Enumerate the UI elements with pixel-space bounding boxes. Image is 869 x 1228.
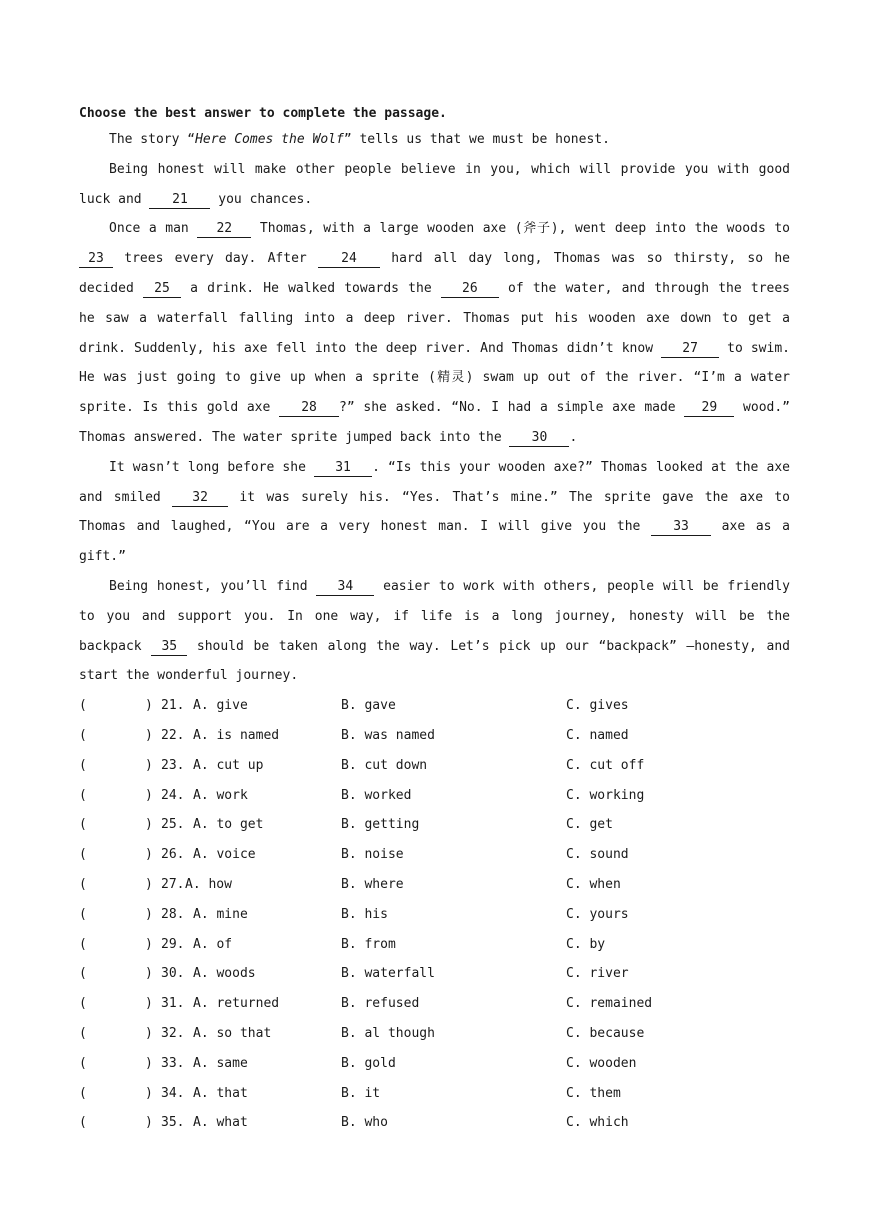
option-b[interactable]: B. his xyxy=(341,906,388,922)
blank-35[interactable]: 35 xyxy=(151,639,187,656)
question-row xyxy=(79,1108,790,1138)
question-row xyxy=(79,1019,790,1049)
option-c[interactable]: C. which xyxy=(566,1115,629,1131)
question-number: 26. xyxy=(161,847,185,863)
option-c[interactable]: C. remained xyxy=(566,996,653,1012)
answer-paren-right: ) xyxy=(145,1085,153,1101)
answer-paren-right: ) xyxy=(145,787,153,803)
answer-paren-right: ) xyxy=(145,1055,153,1071)
passage-paragraph-2 xyxy=(79,155,790,215)
option-b[interactable]: B. who xyxy=(341,1115,388,1131)
option-a[interactable]: A. woods xyxy=(193,966,256,982)
option-b[interactable]: B. gave xyxy=(341,698,396,714)
passage-paragraph-5 xyxy=(79,572,790,691)
answer-paren-left[interactable]: ( xyxy=(79,936,87,952)
answer-paren-left[interactable]: ( xyxy=(79,847,87,863)
answer-paren-left[interactable]: ( xyxy=(79,817,87,833)
answer-paren-right: ) xyxy=(145,906,153,922)
question-row xyxy=(79,989,790,1019)
option-b[interactable]: B. refused xyxy=(341,996,420,1012)
passage-paragraph-3 xyxy=(79,214,790,452)
text-run: easier to work with others, people will be friendly to you and support you. In one way, if life is a long journey, honesty will be the backpack xyxy=(79,578,790,654)
blank-26[interactable]: 26 xyxy=(441,281,499,298)
answer-paren-left[interactable]: ( xyxy=(79,727,87,743)
question-number: 25. xyxy=(161,817,185,833)
option-a[interactable]: A. work xyxy=(193,787,248,803)
question-row xyxy=(79,721,790,751)
answer-paren-left[interactable]: ( xyxy=(79,996,87,1012)
option-c[interactable]: C. when xyxy=(566,876,621,892)
option-b[interactable]: B. was named xyxy=(341,727,435,743)
option-c[interactable]: C. named xyxy=(566,727,629,743)
answer-paren-right: ) xyxy=(145,1025,153,1041)
blank-31[interactable]: 31 xyxy=(314,460,372,477)
text-run: axe as a gift.” xyxy=(79,519,790,565)
answer-paren-right: ) xyxy=(145,698,153,714)
option-c[interactable]: C. sound xyxy=(566,847,629,863)
question-number: 27. xyxy=(161,876,185,892)
text-run: It wasn’t long before she xyxy=(109,459,315,475)
answer-options-list xyxy=(79,691,790,1138)
option-c[interactable]: C. them xyxy=(566,1085,621,1101)
option-a[interactable]: A. how xyxy=(185,876,232,892)
option-b[interactable]: B. noise xyxy=(341,847,404,863)
question-number: 31. xyxy=(161,996,185,1012)
question-number: 34. xyxy=(161,1085,185,1101)
option-b[interactable]: B. waterfall xyxy=(341,966,435,982)
option-b[interactable]: B. gold xyxy=(341,1055,396,1071)
option-c[interactable]: C. cut off xyxy=(566,757,645,773)
question-number: 22. xyxy=(161,727,185,743)
blank-28[interactable]: 28 xyxy=(279,400,339,417)
text-run: to swim. He was just going to give up when a sprite (精灵) swam up out of the river. “I’m a water sprite. Is this gold axe xyxy=(79,340,790,416)
text-run: a drink. He walked towards the xyxy=(180,280,441,296)
text-run: Once a man xyxy=(109,221,198,237)
question-number: 21. xyxy=(161,698,185,714)
question-number: 35. xyxy=(161,1115,185,1131)
option-a[interactable]: A. what xyxy=(193,1115,248,1131)
option-c[interactable]: C. working xyxy=(566,787,645,803)
question-row xyxy=(79,781,790,811)
text-run: . “Is this your wooden axe?” Thomas looked at the axe and smiled xyxy=(79,459,790,505)
text-run: wood.” Thomas answered. The water sprite jumped back into the xyxy=(79,400,791,445)
answer-paren-right: ) xyxy=(145,727,153,743)
blank-27[interactable]: 27 xyxy=(661,341,719,358)
answer-paren-left[interactable]: ( xyxy=(79,966,87,982)
answer-paren-left[interactable]: ( xyxy=(79,698,87,714)
question-number: 23. xyxy=(161,757,185,773)
blank-33[interactable]: 33 xyxy=(651,519,711,536)
option-b[interactable]: B. al though xyxy=(341,1025,435,1041)
option-b[interactable]: B. where xyxy=(341,876,404,892)
option-c[interactable]: C. by xyxy=(566,936,606,952)
option-b[interactable]: B. cut down xyxy=(341,757,428,773)
option-a[interactable]: A. give xyxy=(193,698,248,714)
question-row xyxy=(79,959,790,989)
question-row xyxy=(79,840,790,870)
answer-paren-left[interactable]: ( xyxy=(79,757,87,773)
option-b[interactable]: B. from xyxy=(341,936,396,952)
blank-24[interactable]: 24 xyxy=(318,251,380,268)
question-row xyxy=(79,751,790,781)
blank-29[interactable]: 29 xyxy=(684,400,734,417)
text-run: hard all day long, Thomas was so thirsty, so he decided xyxy=(79,251,790,296)
question-row xyxy=(79,930,790,960)
option-b[interactable]: B. it xyxy=(341,1085,381,1101)
answer-paren-right: ) xyxy=(145,847,153,863)
option-a[interactable]: A. mine xyxy=(193,906,248,922)
option-c[interactable]: C. because xyxy=(566,1025,645,1041)
option-a[interactable]: A. voice xyxy=(193,847,256,863)
question-number: 33. xyxy=(161,1055,185,1071)
text-run: of the water, and through the trees he saw a waterfall falling into a deep river. Thomas put his wooden axe down to get a drink. Suddenly, his axe fell into the deep river. And Thomas didn’t know xyxy=(79,280,790,356)
option-a[interactable]: A. so that xyxy=(193,1025,272,1041)
passage-paragraph-1 xyxy=(79,125,790,155)
answer-paren-left[interactable]: ( xyxy=(79,1055,87,1071)
blank-22[interactable]: 22 xyxy=(197,221,251,238)
answer-paren-right: ) xyxy=(145,966,153,982)
answer-paren-left[interactable]: ( xyxy=(79,787,87,803)
question-row xyxy=(79,810,790,840)
option-a[interactable]: A. returned xyxy=(193,996,280,1012)
text-run: trees every day. After xyxy=(113,251,318,267)
text-run: ?” she asked. “No. I had a simple axe made xyxy=(339,400,685,416)
option-a[interactable]: A. of xyxy=(193,936,233,952)
answer-paren-right: ) xyxy=(145,876,153,892)
question-number: 32. xyxy=(161,1025,185,1041)
text-run: Being honest, you’ll find xyxy=(109,578,317,594)
option-a[interactable]: A. that xyxy=(193,1085,248,1101)
question-row xyxy=(79,900,790,930)
question-row xyxy=(79,691,790,721)
story-title: Here Comes the Wolf xyxy=(195,132,344,147)
option-b[interactable]: B. getting xyxy=(341,817,420,833)
text-run: Thomas, with a large wooden axe (斧子), went deep into the woods to xyxy=(251,221,791,237)
text-run: you chances. xyxy=(210,191,313,207)
question-number: 28. xyxy=(161,906,185,922)
answer-paren-left[interactable]: ( xyxy=(79,876,87,892)
text-run: ” tells us that we must be honest. xyxy=(343,132,610,147)
question-number: 29. xyxy=(161,936,185,952)
cloze-exercise xyxy=(79,103,790,1138)
option-a[interactable]: A. is named xyxy=(193,727,280,743)
option-c[interactable]: C. gives xyxy=(566,698,629,714)
text-run: Being honest will make other people believe in you, which will provide you with good luck and xyxy=(79,161,790,207)
blank-23[interactable]: 23 xyxy=(79,251,113,268)
text-run: should be taken along the way. Let’s pick up our “backpack” —honesty, and start the wonderful journey. xyxy=(79,638,790,684)
text-run: . xyxy=(569,429,578,445)
question-number: 24. xyxy=(161,787,185,803)
passage-paragraph-4 xyxy=(79,453,790,572)
answer-paren-right: ) xyxy=(145,996,153,1012)
answer-paren-right: ) xyxy=(145,817,153,833)
option-a[interactable]: A. cut up xyxy=(193,757,264,773)
answer-paren-left[interactable]: ( xyxy=(79,1115,87,1131)
blank-21[interactable]: 21 xyxy=(149,192,210,209)
blank-32[interactable]: 32 xyxy=(172,490,228,507)
question-number: 30. xyxy=(161,966,185,982)
option-c[interactable]: C. yours xyxy=(566,906,629,922)
blank-34[interactable]: 34 xyxy=(316,579,374,596)
answer-paren-left[interactable]: ( xyxy=(79,906,87,922)
answer-paren-left[interactable]: ( xyxy=(79,1085,87,1101)
answer-paren-right: ) xyxy=(145,757,153,773)
text-run: it was surely his. “Yes. That’s mine.” The sprite gave the axe to Thomas and laughed, “You are a very honest man. I will give you the xyxy=(79,489,791,535)
question-row xyxy=(79,1079,790,1109)
question-row xyxy=(79,1049,790,1079)
blank-25[interactable]: 25 xyxy=(143,281,181,298)
option-c[interactable]: C. get xyxy=(566,817,613,833)
option-a[interactable]: A. to get xyxy=(193,817,264,833)
answer-paren-left[interactable]: ( xyxy=(79,1025,87,1041)
option-c[interactable]: C. river xyxy=(566,966,629,982)
instruction-heading: Choose the best answer to complete the passage. xyxy=(79,106,447,121)
option-b[interactable]: B. worked xyxy=(341,787,412,803)
answer-paren-right: ) xyxy=(145,1115,153,1131)
text-run: The story “ xyxy=(109,132,196,147)
option-a[interactable]: A. same xyxy=(193,1055,248,1071)
question-row xyxy=(79,870,790,900)
answer-paren-right: ) xyxy=(145,936,153,952)
option-c[interactable]: C. wooden xyxy=(566,1055,637,1071)
blank-30[interactable]: 30 xyxy=(509,430,569,447)
